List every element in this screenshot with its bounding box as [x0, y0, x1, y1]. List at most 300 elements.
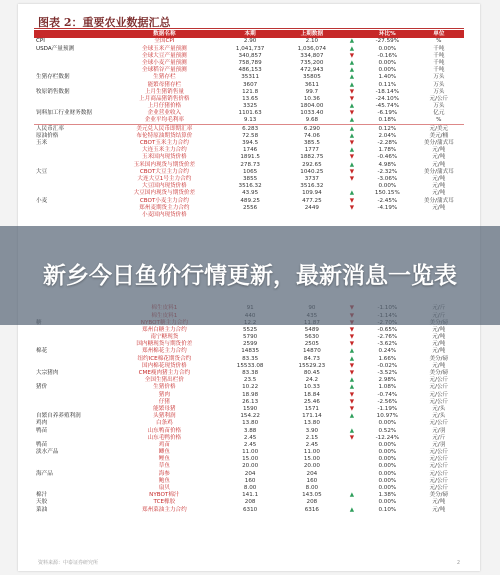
row-previous-value: 84.73: [303, 355, 320, 362]
trend-arrow-icon: ▲: [349, 355, 355, 362]
row-unit: 千吨: [433, 59, 445, 66]
row-current-value: 15533.08: [236, 362, 264, 369]
row-change-pct: 0.00%: [378, 499, 397, 506]
row-category: 大豆: [36, 168, 48, 175]
row-unit: 元/公斤: [429, 391, 449, 398]
table-row: [34, 190, 464, 197]
row-unit: 元/吨: [432, 499, 446, 506]
row-change-pct: 0.00%: [378, 59, 397, 66]
trend-arrow-icon: ▼: [349, 168, 355, 175]
row-previous-value: 3.90: [305, 427, 319, 434]
row-change-pct: -2.45%: [377, 197, 398, 204]
row-category: 自繁自养养殖利润: [36, 413, 81, 420]
row-category: [34, 434, 109, 441]
row-change-pct: -18.14%: [375, 88, 400, 95]
trend-arrow-icon: ▼: [349, 362, 355, 369]
table-row: [34, 183, 464, 190]
row-item-name: 南宁糖现货: [150, 334, 179, 341]
row-current-value: 1590: [243, 405, 258, 412]
row-current-value: 23.5: [243, 377, 257, 384]
trend-arrow-icon: ▼: [349, 204, 355, 211]
row-previous-value: 15529.23: [298, 362, 326, 369]
row-item-name: 全球稻谷产量预测: [141, 67, 187, 74]
row-category: [34, 212, 109, 219]
trend-arrow-icon: ▼: [349, 370, 355, 377]
table-row: [34, 334, 464, 341]
row-category: [34, 355, 109, 362]
row-category: 淡水产品: [36, 449, 59, 456]
row-current-value: 278.73: [240, 161, 260, 168]
row-change-pct: [361, 212, 414, 219]
trend-arrow-icon: ▲: [343, 125, 361, 133]
row-change-pct: 0.10%: [378, 506, 397, 513]
table-row: [34, 67, 464, 74]
row-unit: 元/公斤: [429, 463, 449, 470]
row-category: 生猪存栏数据: [36, 74, 70, 81]
row-item-name: 布伦特原油期货结算价: [136, 132, 193, 139]
headline-banner: [0, 226, 500, 325]
row-previous-value: 6.290: [281, 125, 343, 133]
trend-arrow-icon: ▲: [349, 506, 355, 513]
table-row: [34, 60, 464, 67]
row-change-pct: 1.38%: [378, 492, 397, 499]
headline-text: 新乡今日鱼价行情更新，最新消息一览表: [43, 262, 457, 289]
row-previous-value: 9.68: [305, 117, 319, 124]
table-row: [34, 341, 464, 348]
row-unit: 元/美元: [414, 125, 464, 133]
row-change-pct: 0.00%: [378, 477, 397, 484]
row-change-pct: -6.19%: [377, 110, 398, 117]
table-row: [34, 406, 464, 413]
table-row: [34, 110, 464, 117]
col-header-category: [34, 30, 109, 38]
row-unit: 美分/蒲式耳: [423, 168, 454, 175]
table-row: [34, 204, 464, 211]
row-previous-value: 2.45: [305, 441, 319, 448]
col-header-change: 环比%: [361, 30, 414, 38]
trend-arrow-icon: ▲: [349, 348, 355, 355]
row-change-pct: 0.00%: [378, 420, 397, 427]
row-change-pct: 150.15%: [374, 190, 400, 197]
row-current-value: 35311: [241, 74, 260, 81]
row-previous-value: 2449: [304, 204, 319, 211]
row-current-value: 2.90: [243, 38, 257, 45]
row-change-pct: -12.24%: [375, 434, 400, 441]
row-current-value: 208: [244, 499, 256, 506]
row-item-name: 纽约ICE棉花期货合约: [137, 355, 192, 362]
row-category: [34, 219, 109, 226]
row-item-name: 全球大豆产量预测: [141, 52, 187, 59]
trend-arrow-icon: [343, 470, 361, 477]
row-unit: 元/斤: [432, 434, 446, 441]
table-row: [34, 38, 464, 45]
row-previous-value: 15.00: [303, 456, 320, 463]
row-category: [34, 477, 109, 484]
row-change-pct: -4.19%: [377, 204, 398, 211]
row-category: [34, 183, 109, 190]
row-item-name: 企业平均毛利率: [144, 117, 184, 124]
row-category: [34, 341, 109, 348]
row-change-pct: 4.98%: [378, 161, 397, 168]
row-unit: %: [436, 117, 442, 124]
trend-arrow-icon: ▲: [349, 161, 355, 168]
row-category: [34, 377, 109, 384]
row-current-value: 3607: [243, 81, 258, 88]
row-unit: 千吨: [433, 67, 445, 74]
row-category: 人民币汇率: [34, 125, 109, 133]
row-current-value: 83.38: [242, 370, 259, 377]
row-item-name: 大连玉米主力合约: [141, 147, 187, 154]
row-item-name: 山东鸭苗价格: [147, 427, 182, 434]
row-unit: 元/吨: [432, 147, 446, 154]
trend-arrow-icon: ▼: [349, 88, 355, 95]
row-previous-value: 10.36: [303, 95, 320, 102]
row-current-value: 1101.63: [238, 110, 262, 117]
trend-arrow-icon: [343, 463, 361, 470]
table-row: [34, 176, 464, 183]
trend-arrow-icon: ▼: [349, 341, 355, 348]
col-header-previous: 上期数据: [281, 30, 343, 38]
row-category: [34, 334, 109, 341]
trend-arrow-icon: ▲: [349, 413, 355, 420]
trend-arrow-icon: [343, 219, 361, 226]
row-category: 小麦: [36, 197, 48, 204]
row-unit: 万头: [433, 88, 445, 95]
row-unit: 元/公斤: [429, 377, 449, 384]
row-item-name: 鲤鱼: [158, 456, 170, 463]
trend-arrow-icon: ▲: [349, 190, 355, 197]
row-change-pct: -0.74%: [377, 391, 398, 398]
col-header-current: 本期: [219, 30, 281, 38]
row-current-value: 5790: [243, 334, 258, 341]
table-row: [34, 161, 464, 168]
row-item-name: 上月商品猪销售价格: [139, 95, 190, 102]
row-change-pct: 0.00%: [378, 67, 397, 74]
row-current-value: 13.80: [242, 420, 259, 427]
row-item-name: 国内糖现货与期货价差: [136, 341, 193, 348]
row-item-name: 生猪价格: [153, 384, 176, 391]
table-row: [34, 140, 464, 147]
row-item-name: CBOT玉米主力合约: [139, 140, 189, 147]
row-current-value: 72.58: [242, 132, 259, 139]
row-previous-value: 99.7: [305, 88, 319, 95]
table-row: [34, 348, 464, 355]
row-current-value: 2599: [243, 341, 258, 348]
trend-arrow-icon: [343, 485, 361, 492]
row-change-pct: [361, 219, 414, 226]
row-unit: 元/公斤: [429, 456, 449, 463]
col-header-name: 数据名称: [109, 30, 219, 38]
title-divider: [34, 28, 464, 29]
row-category: 鸭苗: [36, 441, 48, 448]
row-item-name: 郑州棉花主力合约: [141, 348, 187, 355]
row-change-pct: 1.66%: [378, 355, 397, 362]
row-current-value: 2.45: [243, 441, 257, 448]
row-unit: 美分/蒲式耳: [423, 197, 454, 204]
row-item-name: 草鱼: [158, 463, 170, 470]
row-current-value: 141.1: [242, 492, 259, 499]
row-previous-value: 160: [306, 477, 318, 484]
row-category: [34, 391, 109, 398]
row-unit: 元/公斤: [429, 384, 449, 391]
row-unit: 元/吨: [432, 154, 446, 161]
row-unit: 万头: [433, 81, 445, 88]
row-current-value: 489.25: [240, 197, 260, 204]
row-previous-value: 24.2: [305, 377, 319, 384]
row-item-name: 玉米国内现货价格: [141, 154, 187, 161]
row-current-value: 160: [244, 477, 256, 484]
row-previous-value: 1033.40: [300, 110, 324, 117]
row-category: 大宗猪肉: [36, 370, 59, 377]
row-previous-value: 5630: [304, 334, 319, 341]
row-item-name: NYBOT棉汁: [149, 492, 180, 499]
row-previous-value: 472,943: [300, 67, 324, 74]
row-item-name: 郑州白糖主力合约: [141, 326, 187, 333]
row-current-value: 11.00: [242, 449, 259, 456]
row-current-value: 1891.5: [240, 154, 260, 161]
row-current-value: 18.98: [242, 391, 259, 398]
table-row: [34, 52, 464, 59]
row-item-name: 能繁母猪存栏: [147, 81, 182, 88]
row-change-pct: 2.04%: [378, 132, 397, 139]
trend-arrow-icon: [343, 499, 361, 506]
row-item-name: 生猪存栏: [153, 74, 176, 81]
table-row: [34, 434, 464, 441]
row-item-name: 猪肉: [158, 391, 170, 398]
trend-arrow-icon: ▲: [349, 492, 355, 499]
row-item-name: 郑州菜油主力合约: [141, 506, 187, 513]
row-previous-value: 204: [306, 470, 318, 477]
row-current-value: 20.00: [242, 463, 259, 470]
row-unit: 元/吨: [432, 506, 446, 513]
row-item-name: TCE橡胶: [153, 499, 176, 506]
row-category: 牧原销售数据: [36, 88, 70, 95]
row-previous-value: 35805: [302, 74, 321, 81]
row-change-pct: -24.10%: [375, 95, 400, 102]
row-previous-value: 2.10: [305, 38, 319, 45]
row-category: 饲料加工行业财务数据: [36, 110, 92, 117]
row-unit: 元/公斤: [429, 398, 449, 405]
row-category: [34, 81, 109, 88]
row-unit: 美分/磅: [429, 355, 449, 362]
row-change-pct: -0.02%: [377, 362, 398, 369]
row-previous-value: 5489: [304, 326, 319, 333]
row-current-value: 10.22: [242, 384, 259, 391]
row-category: USDA产量预测: [36, 45, 75, 52]
row-unit: 元/公斤: [429, 485, 449, 492]
col-header-arrow: [343, 30, 361, 38]
trend-arrow-icon: ▲: [349, 377, 355, 384]
row-previous-value: 735,200: [300, 59, 324, 66]
row-change-pct: 0.00%: [378, 441, 397, 448]
row-item-name: 鸡苗: [158, 441, 170, 448]
row-previous-value: 11.00: [303, 449, 320, 456]
row-unit: 亿元: [433, 110, 445, 117]
row-previous-value: [281, 219, 343, 226]
row-previous-value: 1882.75: [300, 154, 324, 161]
trend-arrow-icon: [343, 212, 361, 219]
trend-arrow-icon: [343, 183, 361, 190]
row-change-pct: 1.78%: [378, 147, 397, 154]
row-change-pct: 0.12%: [361, 125, 414, 133]
row-item-name: 美元兑人民币即期汇率: [109, 125, 219, 133]
row-unit: 元/吨: [432, 204, 446, 211]
row-category: [34, 190, 109, 197]
row-change-pct: 0.11%: [378, 81, 397, 88]
row-category: [34, 52, 109, 59]
row-unit: 千吨: [433, 45, 445, 52]
row-unit: 元/吨: [432, 190, 446, 197]
row-unit: 万头: [433, 74, 445, 81]
row-unit: 美分/磅: [429, 370, 449, 377]
row-category: 鸡肉: [36, 420, 48, 427]
row-unit: 元/吨: [432, 341, 446, 348]
row-current-value: 121.8: [242, 88, 259, 95]
row-change-pct: -3.62%: [377, 341, 398, 348]
row-category: 海产品: [36, 470, 53, 477]
row-unit: 元/公斤: [429, 449, 449, 456]
row-category: 棉汁: [36, 492, 48, 499]
trend-arrow-icon: ▼: [349, 197, 355, 204]
source-footnote: 资料来源：中泰证券研究所: [38, 560, 99, 566]
row-change-pct: -45.74%: [375, 103, 400, 110]
row-previous-value: 3516.32: [300, 183, 324, 190]
row-category: 菜油: [36, 506, 48, 513]
trend-arrow-icon: ▼: [349, 334, 355, 341]
row-current-value: 43.95: [242, 190, 259, 197]
table-row: [34, 219, 464, 226]
row-unit: 元/吨: [432, 362, 446, 369]
row-change-pct: -3.52%: [377, 370, 398, 377]
row-unit: 元/头: [432, 405, 446, 412]
row-category: [34, 67, 109, 74]
row-change-pct: 10.97%: [376, 413, 399, 420]
table-row: [34, 327, 464, 334]
row-category: [34, 103, 109, 110]
row-current-value: 340,857: [238, 52, 262, 59]
row-change-pct: 0.00%: [378, 463, 397, 470]
trend-arrow-icon: ▲: [349, 384, 355, 391]
row-previous-value: 20.00: [303, 463, 320, 470]
row-change-pct: -27.59%: [375, 38, 400, 45]
trend-arrow-icon: ▲: [349, 427, 355, 434]
row-current-value: 5525: [243, 326, 258, 333]
table-row: [34, 456, 464, 463]
row-current-value: 758,789: [238, 59, 262, 66]
row-category: [34, 96, 109, 103]
row-category: 原油价格: [36, 132, 59, 139]
row-change-pct: 0.00%: [378, 485, 397, 492]
row-category: [34, 147, 109, 154]
row-unit: 万头: [433, 103, 445, 110]
trend-arrow-icon: ▲: [349, 38, 355, 45]
table-row: [34, 168, 464, 175]
row-previous-value: 6316: [304, 506, 319, 513]
table-row: [34, 384, 464, 391]
row-current-value: 1,041,737: [235, 45, 265, 52]
row-change-pct: 0.24%: [378, 348, 397, 355]
row-item-name: 玉米国内现货与期货价差: [133, 161, 196, 168]
row-unit: 元/头: [432, 413, 446, 420]
row-item-name: 全国CPI: [154, 38, 175, 45]
page-number: 2: [456, 560, 460, 566]
row-current-value: 26.13: [242, 398, 259, 405]
table-row: [34, 449, 464, 456]
row-current-value: 9.13: [243, 117, 257, 124]
row-previous-value: 14870: [302, 348, 321, 355]
row-unit: 美元/桶: [429, 132, 449, 139]
row-item-name: 郑州麦期货主力合约: [139, 204, 190, 211]
row-category: CPI: [36, 38, 45, 45]
row-category: [34, 154, 109, 161]
row-current-value: 204: [244, 470, 256, 477]
row-unit: 元/吨: [432, 175, 446, 182]
row-item-name: [109, 219, 219, 226]
table-row: [34, 463, 464, 470]
row-item-name: 全球小麦产量预测: [141, 59, 187, 66]
trend-arrow-icon: ▼: [349, 405, 355, 412]
row-change-pct: 1.08%: [378, 384, 397, 391]
table-row: [34, 125, 464, 133]
trend-arrow-icon: ▼: [349, 52, 355, 59]
row-change-pct: -3.06%: [377, 175, 398, 182]
table-row: [34, 492, 464, 499]
table-row: [34, 96, 464, 103]
row-unit: %: [436, 38, 442, 45]
row-unit: 元/吨: [432, 326, 446, 333]
trend-arrow-icon: ▼: [349, 434, 355, 441]
trend-arrow-icon: ▲: [349, 74, 355, 81]
row-change-pct: -1.19%: [377, 405, 398, 412]
row-unit: 元/吨: [432, 334, 446, 341]
table-row: [34, 355, 464, 362]
row-category: [34, 161, 109, 168]
row-unit: [414, 212, 464, 219]
table-row: [34, 442, 464, 449]
row-category: [34, 362, 109, 369]
row-unit: 元/吨: [432, 348, 446, 355]
row-unit: 元/羽: [432, 427, 446, 434]
row-previous-value: 292.65: [302, 161, 322, 168]
row-item-name: 大连大豆1号主力合约: [137, 175, 192, 182]
row-category: [34, 456, 109, 463]
row-change-pct: -2.76%: [377, 334, 398, 341]
row-category: 猪价: [36, 384, 48, 391]
trend-arrow-icon: ▲: [349, 117, 355, 124]
row-category: 天胶: [36, 499, 48, 506]
trend-arrow-icon: ▲: [349, 59, 355, 66]
row-item-name: 小麦国内现货价格: [141, 211, 187, 218]
row-previous-value: 2.15: [305, 434, 319, 441]
row-current-value: [219, 212, 281, 219]
row-current-value: 3.88: [243, 427, 257, 434]
row-category: 棉花: [36, 348, 48, 355]
table-header-row: [34, 30, 464, 38]
row-change-pct: -2.32%: [377, 168, 398, 175]
table-row: [34, 362, 464, 369]
row-current-value: [219, 219, 281, 226]
row-previous-value: 3737: [304, 175, 319, 182]
row-change-pct: -0.65%: [377, 326, 398, 333]
row-previous-value: 143.05: [302, 492, 322, 499]
table-row: [34, 391, 464, 398]
row-item-name: 头猪利润: [153, 413, 176, 420]
row-item-name: 仔猪: [158, 398, 170, 405]
row-current-value: 3855: [243, 175, 258, 182]
row-item-name: 上月仔猪价格: [147, 103, 182, 110]
table-row: [34, 132, 464, 139]
trend-arrow-icon: [343, 420, 361, 427]
